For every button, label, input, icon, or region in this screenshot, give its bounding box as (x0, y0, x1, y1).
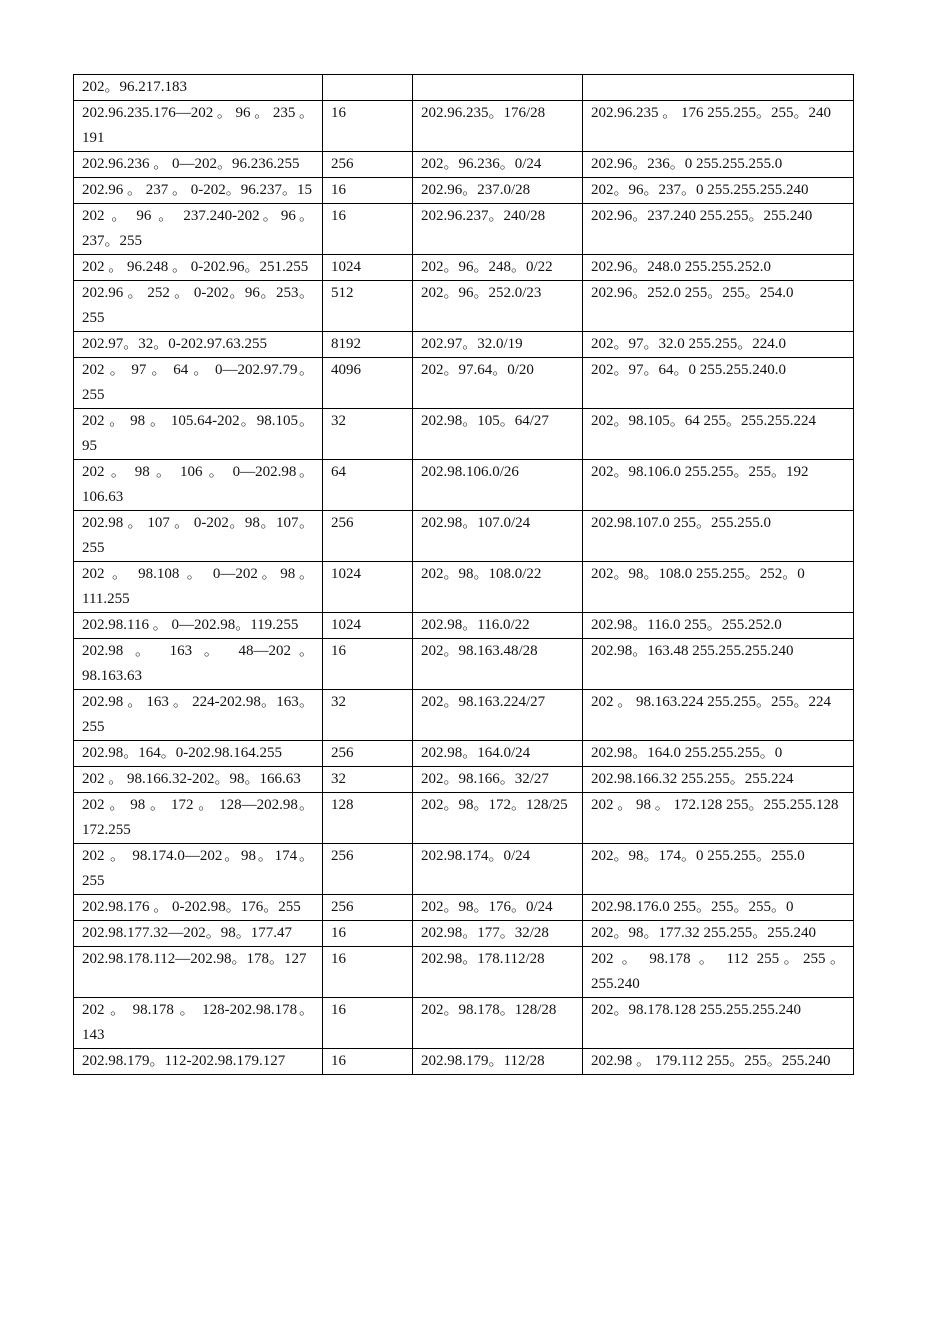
table-row (74, 409, 854, 460)
cidr-cell: 202.98。164.0/24 (413, 741, 583, 767)
table-row (74, 255, 854, 281)
table-row (74, 895, 854, 921)
ip-range-cell: 202 。 98.166.32-202。98。166.63 (74, 767, 323, 793)
ip-range-cell: 202.98。164。0-202.98.164.255 (74, 741, 323, 767)
ip-range-cell: 202.98 。 163 。 224-202.98。163。255 (74, 690, 323, 741)
address-count-cell: 256 (323, 741, 413, 767)
netmask-cell: 202.96。237.240 255.255。255.240 (583, 204, 854, 255)
netmask-cell: 202 。 98.163.224 255.255。255。224 (583, 690, 854, 741)
address-count-cell: 16 (323, 101, 413, 152)
address-count-cell: 16 (323, 1049, 413, 1075)
cidr-cell: 202。98。108.0/22 (413, 562, 583, 613)
ip-range-cell: 202。96.217.183 (74, 75, 323, 101)
netmask-cell: 202。98.106.0 255.255。255。192 (583, 460, 854, 511)
netmask-cell: 202.98 。 179.112 255。255。255.240 (583, 1049, 854, 1075)
cidr-cell: 202.98.179。112/28 (413, 1049, 583, 1075)
address-count-cell: 256 (323, 844, 413, 895)
table-row (74, 1049, 854, 1075)
netmask-cell: 202 。 98.178 。 112 255。255。255.240 (583, 947, 854, 998)
netmask-cell: 202.96.235 。 176 255.255。255。240 (583, 101, 854, 152)
cidr-cell: 202.98。105。64/27 (413, 409, 583, 460)
netmask-cell: 202.98.176.0 255。255。255。0 (583, 895, 854, 921)
netmask-cell: 202。98.178.128 255.255.255.240 (583, 998, 854, 1049)
table-row (74, 511, 854, 562)
cidr-cell: 202。96.236。0/24 (413, 152, 583, 178)
ip-range-cell: 202 。 98.178 。 128-202.98.178。143 (74, 998, 323, 1049)
netmask-cell: 202。98。177.32 255.255。255.240 (583, 921, 854, 947)
cidr-cell: 202。96。252.0/23 (413, 281, 583, 332)
table-row (74, 75, 854, 101)
address-count-cell: 32 (323, 690, 413, 741)
table-row (74, 844, 854, 895)
address-count-cell: 256 (323, 152, 413, 178)
ip-range-cell: 202 。 96.248 。 0-202.96。251.255 (74, 255, 323, 281)
ip-range-cell: 202.98 。 107 。 0-202。98。107。255 (74, 511, 323, 562)
netmask-cell: 202。98。108.0 255.255。252。0 (583, 562, 854, 613)
table-row (74, 204, 854, 255)
address-count-cell: 256 (323, 895, 413, 921)
table-row (74, 741, 854, 767)
table-row (74, 152, 854, 178)
cidr-cell: 202.98.174。0/24 (413, 844, 583, 895)
netmask-cell: 202。97。64。0 255.255.240.0 (583, 358, 854, 409)
address-count-cell: 16 (323, 178, 413, 204)
cidr-cell: 202.97。32.0/19 (413, 332, 583, 358)
table-row (74, 793, 854, 844)
address-count-cell: 16 (323, 998, 413, 1049)
netmask-cell: 202.98.107.0 255。255.255.0 (583, 511, 854, 562)
address-count-cell: 1024 (323, 255, 413, 281)
table-row (74, 460, 854, 511)
table-row (74, 332, 854, 358)
netmask-cell (583, 75, 854, 101)
netmask-cell: 202.98.166.32 255.255。255.224 (583, 767, 854, 793)
address-count-cell: 256 (323, 511, 413, 562)
table-row (74, 562, 854, 613)
table-row (74, 358, 854, 409)
cidr-cell: 202。98.166。32/27 (413, 767, 583, 793)
address-count-cell: 64 (323, 460, 413, 511)
address-count-cell: 128 (323, 793, 413, 844)
ip-range-cell: 202.97。32。0-202.97.63.255 (74, 332, 323, 358)
cidr-cell: 202.98.106.0/26 (413, 460, 583, 511)
cidr-cell: 202。96。248。0/22 (413, 255, 583, 281)
ip-range-cell: 202.98.116 。 0—202.98。119.255 (74, 613, 323, 639)
table-row (74, 921, 854, 947)
cidr-cell: 202.96.235。176/28 (413, 101, 583, 152)
address-count-cell: 32 (323, 409, 413, 460)
table-row (74, 947, 854, 998)
netmask-cell: 202.98。163.48 255.255.255.240 (583, 639, 854, 690)
ip-range-cell: 202.98.178.112—202.98。178。127 (74, 947, 323, 998)
address-count-cell: 8192 (323, 332, 413, 358)
address-count-cell: 1024 (323, 562, 413, 613)
ip-range-cell: 202.96 。 237 。 0-202。96.237。15 (74, 178, 323, 204)
ip-range-cell: 202.98.179。112-202.98.179.127 (74, 1049, 323, 1075)
table-row (74, 690, 854, 741)
ip-allocation-table (73, 74, 854, 1075)
cidr-cell: 202.96。237.0/28 (413, 178, 583, 204)
cidr-cell: 202.98。178.112/28 (413, 947, 583, 998)
address-count-cell: 16 (323, 639, 413, 690)
table-row (74, 639, 854, 690)
netmask-cell: 202.98。116.0 255。255.252.0 (583, 613, 854, 639)
cidr-cell: 202.98。116.0/22 (413, 613, 583, 639)
cidr-cell: 202。98.163.224/27 (413, 690, 583, 741)
cidr-cell: 202.96.237。240/28 (413, 204, 583, 255)
table-row (74, 767, 854, 793)
cidr-cell: 202。98.163.48/28 (413, 639, 583, 690)
ip-range-cell: 202 。 97 。 64 。 0—202.97.79。255 (74, 358, 323, 409)
cidr-cell: 202.98。177。32/28 (413, 921, 583, 947)
cidr-cell: 202.98。107.0/24 (413, 511, 583, 562)
netmask-cell: 202 。 98 。 172.128 255。255.255.128 (583, 793, 854, 844)
address-count-cell (323, 75, 413, 101)
table-row (74, 613, 854, 639)
netmask-cell: 202.98。164.0 255.255.255。0 (583, 741, 854, 767)
address-count-cell: 16 (323, 947, 413, 998)
cidr-cell: 202。98。172。128/25 (413, 793, 583, 844)
cidr-cell: 202。98.178。128/28 (413, 998, 583, 1049)
netmask-cell: 202。97。32.0 255.255。224.0 (583, 332, 854, 358)
ip-range-cell: 202.96.235.176—202。96。235。191 (74, 101, 323, 152)
netmask-cell: 202。98。174。0 255.255。255.0 (583, 844, 854, 895)
address-count-cell: 4096 (323, 358, 413, 409)
netmask-cell: 202。96。237。0 255.255.255.240 (583, 178, 854, 204)
address-count-cell: 16 (323, 921, 413, 947)
table-body (74, 75, 854, 1075)
table-row (74, 281, 854, 332)
ip-range-cell: 202 。 96 。 237.240-202。96。237。255 (74, 204, 323, 255)
cidr-cell: 202。97.64。0/20 (413, 358, 583, 409)
cidr-cell: 202。98。176。0/24 (413, 895, 583, 921)
table-row (74, 178, 854, 204)
netmask-cell: 202.96。236。0 255.255.255.0 (583, 152, 854, 178)
ip-range-cell: 202.96.236 。 0—202。96.236.255 (74, 152, 323, 178)
netmask-cell: 202。98.105。64 255。255.255.224 (583, 409, 854, 460)
address-count-cell: 1024 (323, 613, 413, 639)
ip-range-cell: 202 。 98 。 105.64-202。98.105。95 (74, 409, 323, 460)
ip-range-cell: 202 。 98.174.0—202。98。174。255 (74, 844, 323, 895)
table-row (74, 998, 854, 1049)
address-count-cell: 16 (323, 204, 413, 255)
address-count-cell: 512 (323, 281, 413, 332)
table-row (74, 101, 854, 152)
ip-range-cell: 202 。 98 。 172 。 128—202.98。172.255 (74, 793, 323, 844)
cidr-cell (413, 75, 583, 101)
netmask-cell: 202.96。248.0 255.255.252.0 (583, 255, 854, 281)
ip-range-cell: 202.96 。 252 。 0-202。96。253。255 (74, 281, 323, 332)
netmask-cell: 202.96。252.0 255。255。254.0 (583, 281, 854, 332)
ip-range-cell: 202 。 98.108 。 0—202。98。111.255 (74, 562, 323, 613)
ip-range-cell: 202.98.176 。 0-202.98。176。255 (74, 895, 323, 921)
ip-range-cell: 202.98.177.32—202。98。177.47 (74, 921, 323, 947)
address-count-cell: 32 (323, 767, 413, 793)
ip-range-cell: 202 。 98 。 106 。 0—202.98。106.63 (74, 460, 323, 511)
ip-range-cell: 202.98 。 163 。 48—202。98.163.63 (74, 639, 323, 690)
